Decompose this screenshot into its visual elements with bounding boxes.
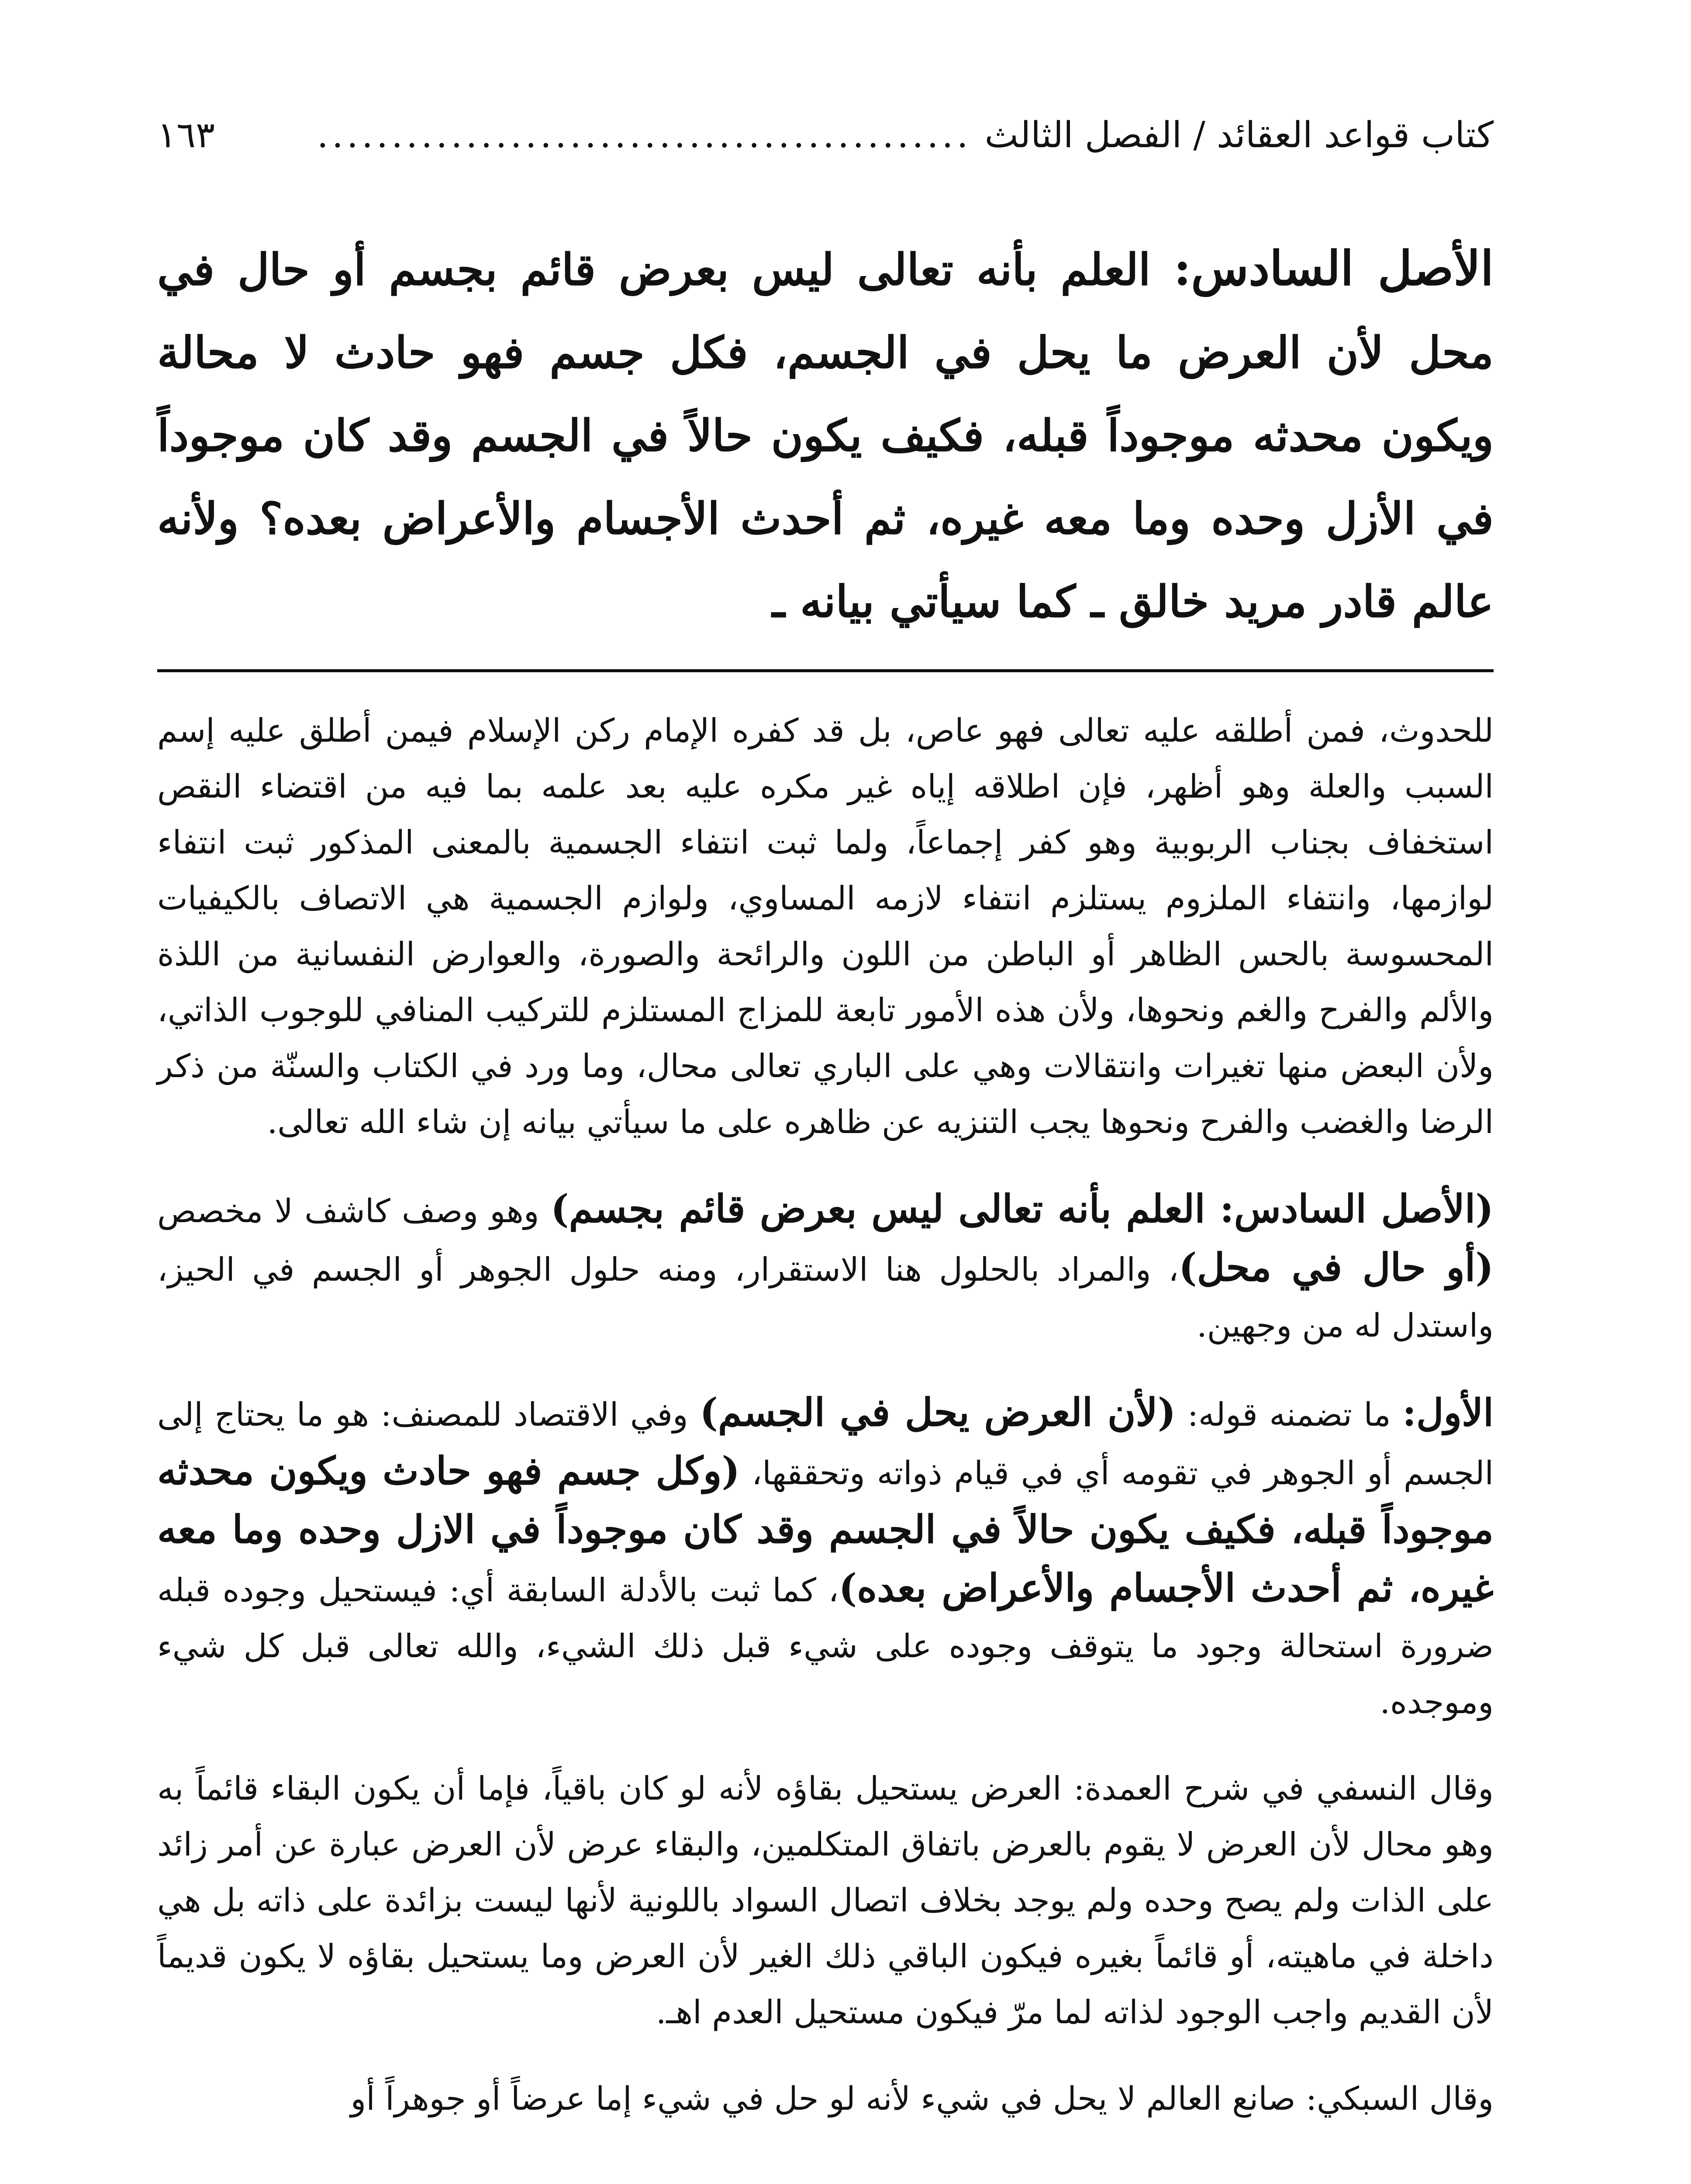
commentary-paragraph-3: وقال النسفي في شرح العمدة: العرض يستحيل بقاؤه لأنه لو كان باقياً، فإما أن يكون البقاء قائماً به وهو محال لأن العرض لا يقوم بالعرض باتفاق المتكلمين، والبقاء عرض لأن العرض عبارة عن أمر زائد على الذات ولم يصح وحده ولم يوجد بخلاف اتصال السواد باللونية لأنها ليست بزائدة على ذاته بل هي داخلة في ماهيته، أو قائماً بغيره فيكون الباقي ذلك الغير لأن العرض وما يستحيل بقاؤه لا يكون قديماً لأن القديم واجب الوجود لذاته لما مرّ فيكون مستحيل العدم اهـ. (157, 1770, 1494, 2031)
commentary-text: وهو وصف كاشف لا مخصص (157, 1192, 551, 1230)
paragraph-lead: الأول: (1402, 1391, 1494, 1435)
footnote-divider (157, 669, 1494, 672)
commentary-text: ما تضمنه قوله: (1176, 1396, 1403, 1434)
footnote-text: للحدوث، فمن أطلقه عليه تعالى فهو عاص، بل قد كفره الإمام ركن الإسلام فيمن أطلق عليه إسم السبب والعلة وهو أظهر، فإن اطلاقه إياه غير مكره عليه بعد علمه بما فيه من اقتضاء النقص استخفاف بجناب الربوبية وهو كفر إجماعاً، ولما ثبت انتفاء الجسمية بالمعنى المذكور ثبت انتفاء لوازمها، وانتفاء الملزوم يستلزم انتفاء لازمه المساوي، ولوازم الجسمية هي الاتصاف بالكيفيات المحسوسة بالحس الظاهر أو الباطن من اللون والرائحة والصورة، والعوارض النفسانية من اللذة والألم والفرح والغم ونحوها، ولأن هذه الأمور تابعة للمزاج المستلزم للتركيب المنافي للوجوب الذاتي، ولأن البعض منها تغيرات وانتقالات وهي على الباري تعالى محال، وما ورد في الكتاب والسنّة من ذكر الرضا والغضب والفرح ونحوها يجب التنزيه عن ظاهره على ما سيأتي بيانه إن شاء الله تعالى. (157, 712, 1494, 1141)
page-number: ١٦٣ (157, 114, 215, 156)
main-lead: الأصل السادس: (1173, 241, 1494, 296)
chapter-title: كتاب قواعد العقائد / الفصل الثالث (984, 114, 1494, 156)
commentary-text: ، والمراد بالحلول هنا الاستقرار، ومنه حلول الجوهر أو الجسم في الحيز، واستدل له من وجهين. (157, 1251, 1494, 1344)
commentary-text: ، كما ثبت بالأدلة السابقة أي: فيستحيل وجوده قبله ضرورة استحالة وجود ما يتوقف وجوده على شيء قبل ذلك الشيء، والله تعالى قبل كل شيء وموجده. (157, 1572, 1494, 1721)
commentary-text: وفي الاقتصاد للمصنف: هو ما يحتاج إلى الجسم أو الجوهر في تقومه أي في قيام ذواته وتحققها، (157, 1396, 1494, 1492)
quoted-matn: (وكل جسم فهو حادث ويكون محدثه موجوداً قبله، فكيف يكون حالاً في الجسم وقد كان موجوداً في الازل وحده وما معه غيره، ثم أحدث الأجسام والأعراض بعده) (157, 1448, 1494, 1610)
book-page (157, 109, 1494, 2184)
main-text (157, 227, 1494, 643)
quoted-matn: (لأن العرض يحل في الجسم) (700, 1389, 1176, 1435)
running-header (157, 109, 1494, 162)
main-body: العلم بأنه تعالى ليس بعرض قائم بجسم أو حال في محل لأن العرض ما يحل في الجسم، فكل جسم فهو حادث لا محالة ويكون محدثه موجوداً قبله، فكيف يكون حالاً في الجسم وقد كان موجوداً في الأزل وحده وما معه غيره، ثم أحدث الأجسام والأعراض بعده؟ ولأنه عالم قادر مريد خالق ـ كما سيأتي بيانه ـ (157, 244, 1494, 627)
commentary-paragraph-2 (157, 1384, 1494, 1730)
commentary-paragraph-4: وقال السبكي: صانع العالم لا يحل في شيء لأنه لو حل في شيء إما عرضاً أو جوهراً أو (350, 2080, 1494, 2118)
commentary-paragraph-1 (157, 1181, 1494, 1354)
quoted-matn: (الأصل السادس: العلم بأنه تعالى ليس بعرض قائم بجسم) (550, 1186, 1494, 1231)
quoted-matn: (أو حال في محل) (1178, 1244, 1494, 1290)
leader-dots: ............................................ (317, 114, 972, 156)
